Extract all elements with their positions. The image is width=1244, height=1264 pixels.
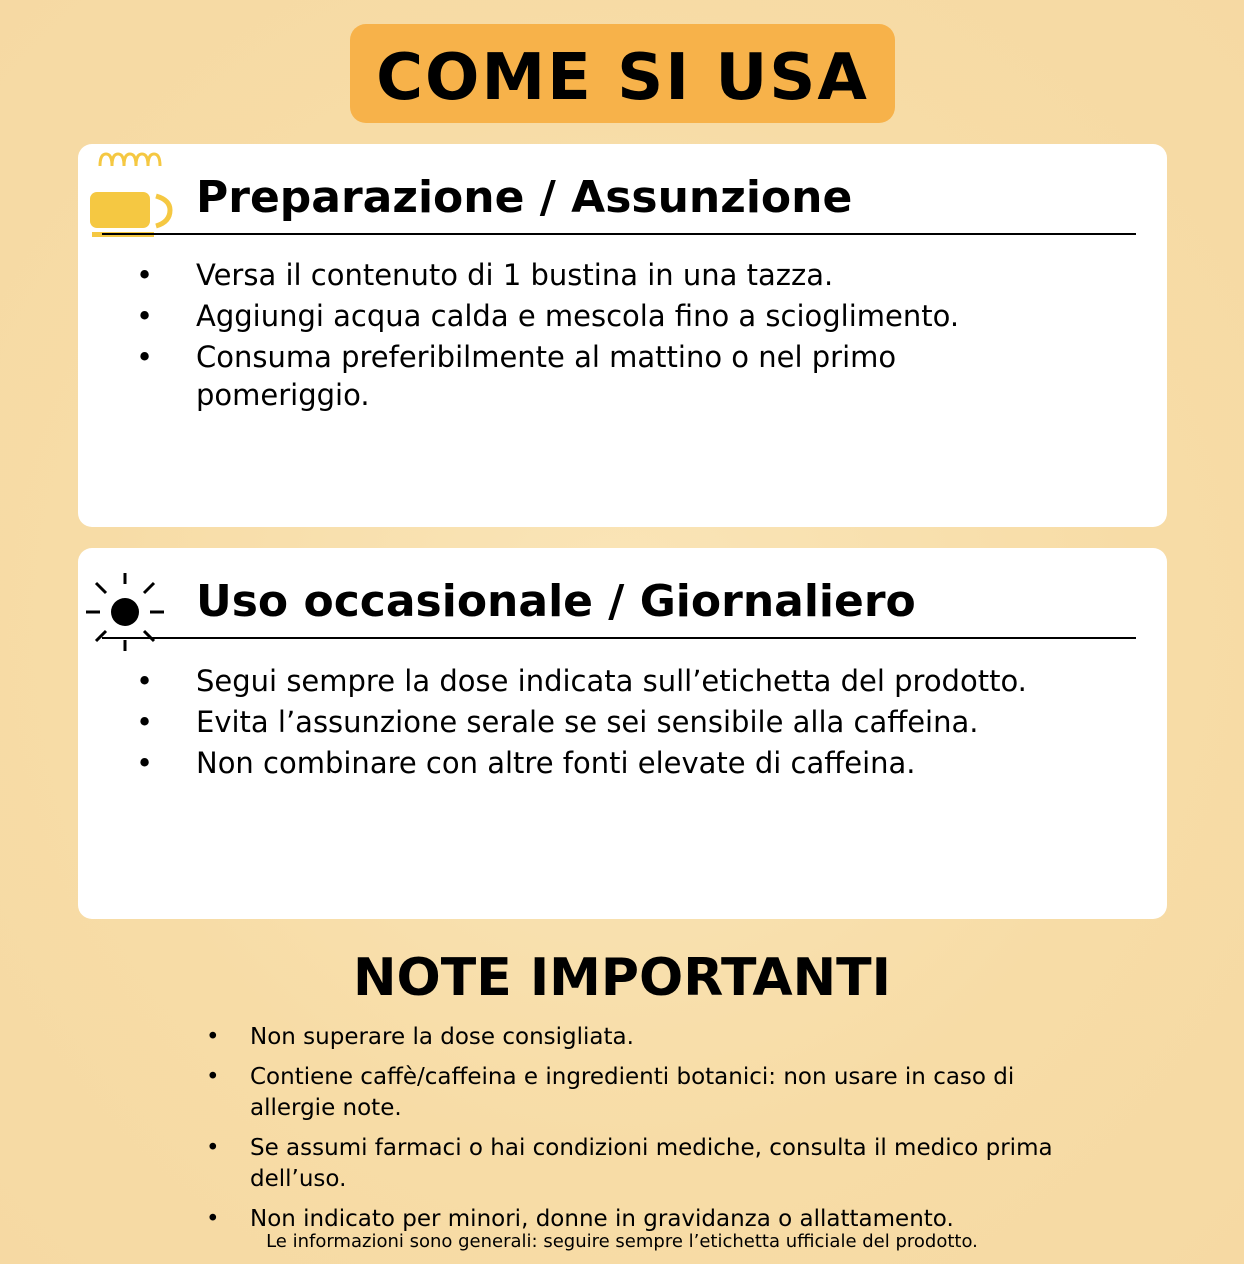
sun-icon (86, 570, 166, 654)
list-item: • Segui sempre la dose indicata sull’etichetta del prodotto. (196, 662, 1077, 700)
section-divider (102, 637, 1136, 639)
footer-disclaimer: Le informazioni sono generali: seguire sempre l’etichetta ufficiale del prodotto. (266, 1231, 978, 1252)
note-item: • Se assumi farmaci o hai condizioni mediche, consulta il medico prima dell’uso. (250, 1133, 1070, 1195)
section-list (196, 256, 1077, 417)
notes-title: NOTE IMPORTANTI (353, 948, 891, 1008)
section-title: Preparazione / Assunzione (196, 172, 853, 223)
steaming-cup-icon (86, 148, 182, 240)
page-title: COME SI USA (376, 40, 869, 115)
note-item: • Non indicato per minori, donne in gravidanza o allattamento. (250, 1204, 1070, 1235)
list-item: • Non combinare con altre fonti elevate di caffeina. (196, 744, 1077, 782)
list-item: • Evita l’assunzione serale se sei sensibile alla caffeina. (196, 703, 1077, 741)
title-badge (350, 24, 895, 123)
list-item: • Consuma preferibilmente al mattino o nel primo pomeriggio. (196, 338, 1077, 414)
notes-list (250, 1022, 1070, 1244)
note-item: • Non superare la dose consigliata. (250, 1022, 1070, 1053)
section-card-preparazione (78, 144, 1167, 527)
section-divider (102, 233, 1136, 235)
list-item: • Versa il contenuto di 1 bustina in una tazza. (196, 256, 1077, 294)
section-card-uso (78, 548, 1167, 919)
note-item: • Contiene caffè/caffeina e ingredienti botanici: non usare in caso di allergie note. (250, 1062, 1070, 1124)
list-item: • Aggiungi acqua calda e mescola fino a scioglimento. (196, 297, 1077, 335)
section-title: Uso occasionale / Giornaliero (196, 576, 916, 627)
section-list (196, 662, 1077, 785)
